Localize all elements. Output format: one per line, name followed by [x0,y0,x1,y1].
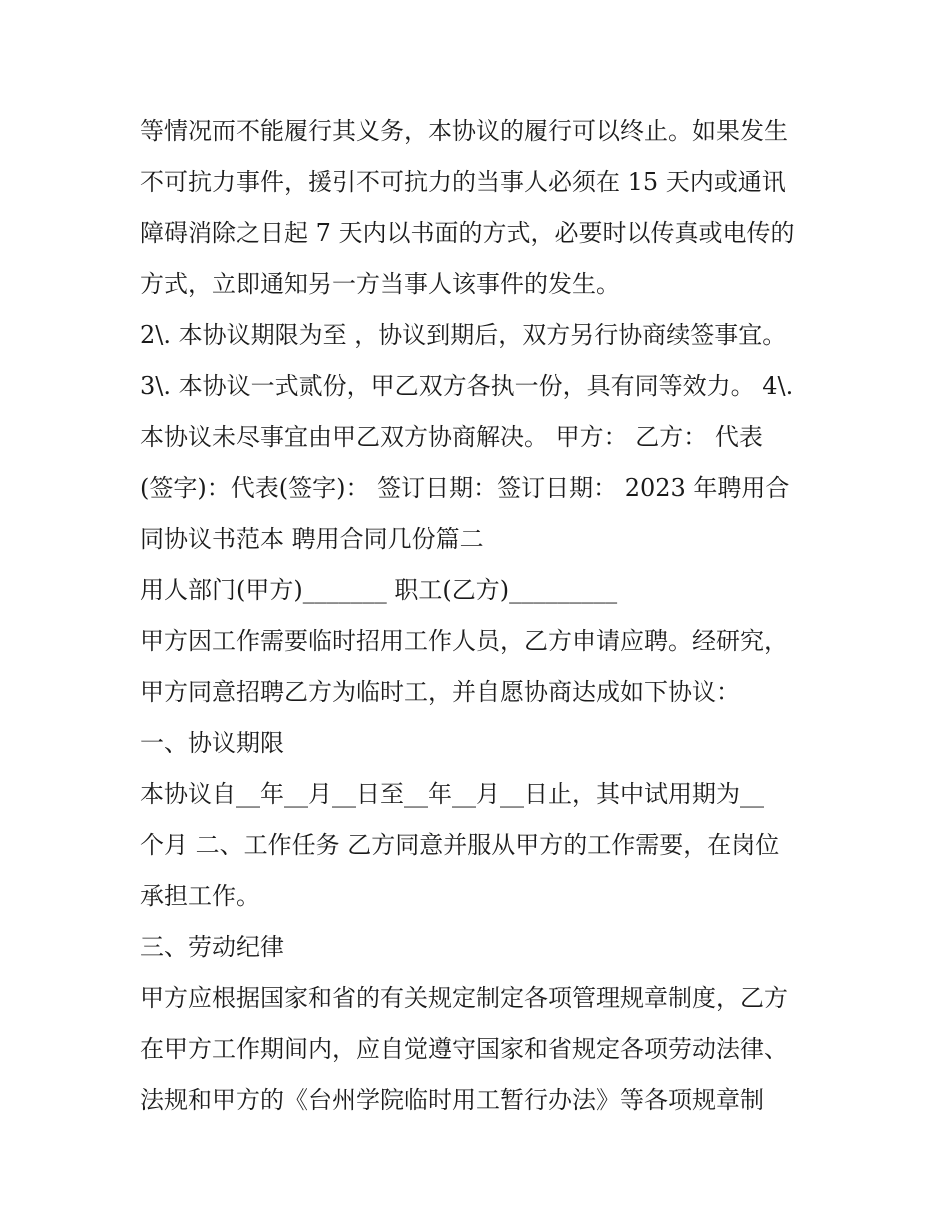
text-line: 甲方应根据国家和省的有关规定制定各项管理规章制度，乙方 [140,984,788,1012]
text-line: 个月 二、工作任务 乙方同意并服从甲方的工作需要，在岗位 [140,831,780,859]
text-line: 2\. 本协议期限为至 ，协议到期后，双方另行协商续签事宜。 [140,321,787,349]
text-line: 甲方因工作需要临时招用工作人员，乙方申请应聘。经研究， [140,627,788,655]
text-line: 同协议书范本 聘用合同几份篇二 [140,525,484,553]
text-line: 本协议自__年__月__日至__年__月__日止，其中试用期为__ [140,780,764,808]
section-heading: 三、劳动纪律 [140,933,284,961]
text-line: 障碍消除之日起 7 天内以书面的方式，必要时以传真或电传的 [140,219,795,247]
document-body [140,106,820,1126]
text-line: 用人部门(甲方)_______ 职工(乙方)_________ [140,576,618,604]
text-line: 甲方同意招聘乙方为临时工，并自愿协商达成如下协议： [140,678,740,706]
text-line: 等情况而不能履行其义务，本协议的履行可以终止。如果发生 [140,117,788,145]
text-line: 3\. 本协议一式贰份，甲乙双方各执一份，具有同等效力。 4\. [140,372,794,400]
text-line: 不可抗力事件，援引不可抗力的当事人必须在 15 天内或通讯 [140,168,786,196]
text-line: 本协议未尽事宜由甲乙双方协商解决。 甲方： 乙方： 代表 [140,423,763,451]
text-line: 承担工作。 [140,882,260,910]
text-line: 在甲方工作期间内，应自觉遵守国家和省规定各项劳动法律、 [140,1035,788,1063]
text-line: 方式，立即通知另一方当事人该事件的发生。 [140,270,620,298]
section-heading: 一、协议期限 [140,729,284,757]
text-line: 法规和甲方的《台州学院临时用工暂行办法》等各项规章制 [140,1086,764,1114]
text-line: (签字)：代表(签字)： 签订日期：签订日期： 2023 年聘用合 [140,474,790,502]
